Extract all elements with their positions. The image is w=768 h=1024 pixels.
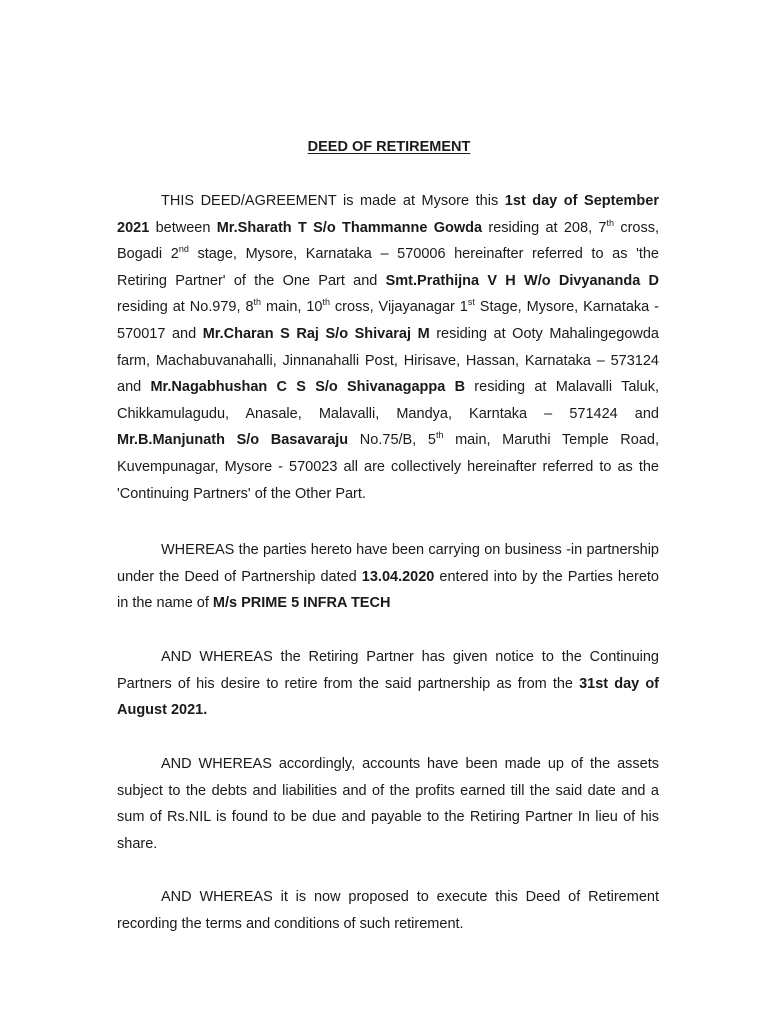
whereas-execution-paragraph	[117, 884, 659, 937]
ordinal-suffix: th	[435, 430, 444, 441]
text: residing at Ooty Mahalingegowda farm, Machabuvanahalli, Jinnanahalli Post, Hirisave, Hassan, Karnataka – 573124 and	[117, 325, 659, 396]
text: cross, Bogadi 2	[117, 219, 659, 263]
retiring-partner-name: Mr.Sharath T S/o Thammanne Gowda	[216, 219, 483, 236]
text: stage, Mysore, Karnataka – 570006 hereinafter referred to as 'the Retiring Partner' of the One Part and	[117, 246, 659, 289]
ordinal-suffix: nd	[178, 244, 189, 255]
whereas-business-paragraph	[117, 537, 659, 617]
text: WHEREAS the parties hereto have been carrying on business -in partnership under the Deed of Partnership dated	[117, 542, 659, 585]
ordinal-suffix: th	[606, 217, 614, 228]
text: THIS DEED/AGREEMENT is made at Mysore this	[161, 193, 505, 209]
text: entered into by the Parties hereto in the name of	[117, 568, 659, 612]
text: No.75/B, 5	[348, 432, 436, 449]
text: residing at No.979, 8	[117, 299, 254, 316]
text: residing at Malavalli Taluk, Chikkamulagudu, Anasale, Malavalli, Mandya, Karntaka – 571424 and	[117, 379, 659, 422]
agreement-date: 1st day of September 2021	[117, 193, 659, 236]
firm-name: M/s PRIME 5 INFRA TECH	[212, 595, 391, 612]
text: main, Maruthi Temple Road, Kuvempunagar, Mysore - 570023 all are collectively hereinafter referred to as the 'Continuing Partners' of the Other Part.	[117, 432, 659, 502]
text: AND WHEREAS accordingly, accounts have been made up of the assets subject to the debts and liabilities and of the profits earned till the said date and a sum of Rs.NIL is found to be due and payable to the Retiring Partner In lieu of his share.	[117, 756, 659, 852]
text: Stage, Mysore, Karnataka - 570017 and	[117, 299, 659, 342]
text: AND WHEREAS the Retiring Partner has given notice to the Continuing Partners of his desire to retire from the said partnership as from the	[117, 649, 659, 692]
ordinal-suffix: th	[253, 297, 262, 308]
continuing-partner-name: Mr.B.Manjunath S/o Basavaraju	[117, 432, 349, 449]
whereas-notice-paragraph	[117, 644, 659, 724]
continuing-partner-name: Mr.Nagabhushan C S S/o Shivanagappa B	[150, 379, 466, 396]
text: AND WHEREAS it is now proposed to execute this Deed of Retirement recording the terms and conditions of such retirement.	[117, 889, 659, 932]
text: between	[149, 219, 217, 236]
parties-paragraph	[117, 188, 659, 507]
document-title: DEED OF RETIREMENT	[307, 139, 471, 155]
ordinal-suffix: st	[467, 297, 475, 308]
retirement-date: 31st day of August 2021.	[117, 675, 659, 719]
text: main, 10	[261, 299, 323, 316]
continuing-partner-name: Mr.Charan S Raj S/o Shivaraj M	[202, 325, 430, 342]
text: cross, Vijayanagar 1	[330, 299, 468, 316]
whereas-accounts-paragraph	[117, 751, 659, 857]
continuing-partner-name: Smt.Prathijna V H W/o Divyananda D	[385, 272, 659, 289]
ordinal-suffix: th	[322, 297, 330, 308]
text: residing at 208, 7	[482, 219, 607, 236]
partnership-deed-date: 13.04.2020	[361, 568, 435, 585]
